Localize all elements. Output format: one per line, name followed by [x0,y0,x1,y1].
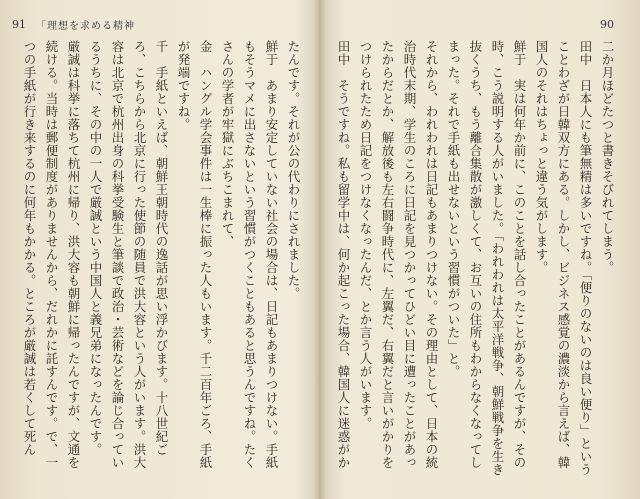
page-left-text [14,40,304,480]
paragraph: たんです。それが公の代わりにされました。 [286,40,301,300]
page-number-left: 91 [12,18,26,31]
paragraph: 田中 日本人にも筆無精は多いですね。「便りのないのは良い便り」ということわざが日韓双方にある。しかし、ビジネス感覚の濃淡から言えば、韓国人のそれはちょっと違う気がします。 [534,40,593,476]
book-gutter [314,0,326,499]
paragraph: それから、われわれは日記もあまりつけない。その理由として、日本の統治時代末期、学生のころに日記を見つかってひどい目に遭ったことがあったからだとか、解放後も左右闘争時代に、左翼だ、右翼だと言いがかりをつけられたため日記をつけなくなったんだ、とか言う人がいます。 [358,40,439,469]
page-right-text [330,40,618,480]
paragraph: 金 ハングル学会事件は一生棒に振った人もいます。千二百年ごろ、手紙が発端ですね。 [176,40,213,469]
paragraph: 鮮于 実は何年か前に、このことを話し合ったことがあるんですが、その時、こう説明する人がいました。「われわれは太平洋戦争、朝鮮戦争を生き抜くうち、もう離合集散が激しくて、お互いの住所もわからなくなってしまった。それで手紙も出せないという習慣がついた」と。 [446,40,527,476]
running-head: 「理想を求める精神 [36,21,135,32]
page-number-right: 90 [600,18,614,31]
paragraph: 二か月ほどたつと書きそびれてしまう。 [600,40,615,274]
paragraph: 鮮于 あまり安定していない社会の場合は、日記もあまりつけない。手紙もそうマメに出さないという習慣がつくこともあると思うんですね。たくさんの学者が牢獄にぶちこまれて、 [220,40,279,469]
paragraph: 田中 そうですね。私も留学中は、何か起こった場合、韓国人に迷惑がか [336,40,351,469]
paragraph: 厳誠は科挙に落ちて杭州に帰り、洪大容も朝鮮に帰ったんですが、文通を続ける。当時は郵便制度がありませんから、だれかに託すんです。で、一つの手紙が行き来するのに何年もかかる。ところが厳誠は若くして死ん [22,40,81,469]
paragraph: 千 手紙といえば、朝鮮王朝時代の逸話が思い浮かびます。十八世紀ごろ、こちらから北京に行った使節の随員で洪大容という人がいます。洪大容は北京で杭州出身の科挙受験生と筆談で政治・芸術などを論じ合っているうちに、その中の一人で厳誠という中国人と義兄弟になったんです。 [88,40,169,469]
